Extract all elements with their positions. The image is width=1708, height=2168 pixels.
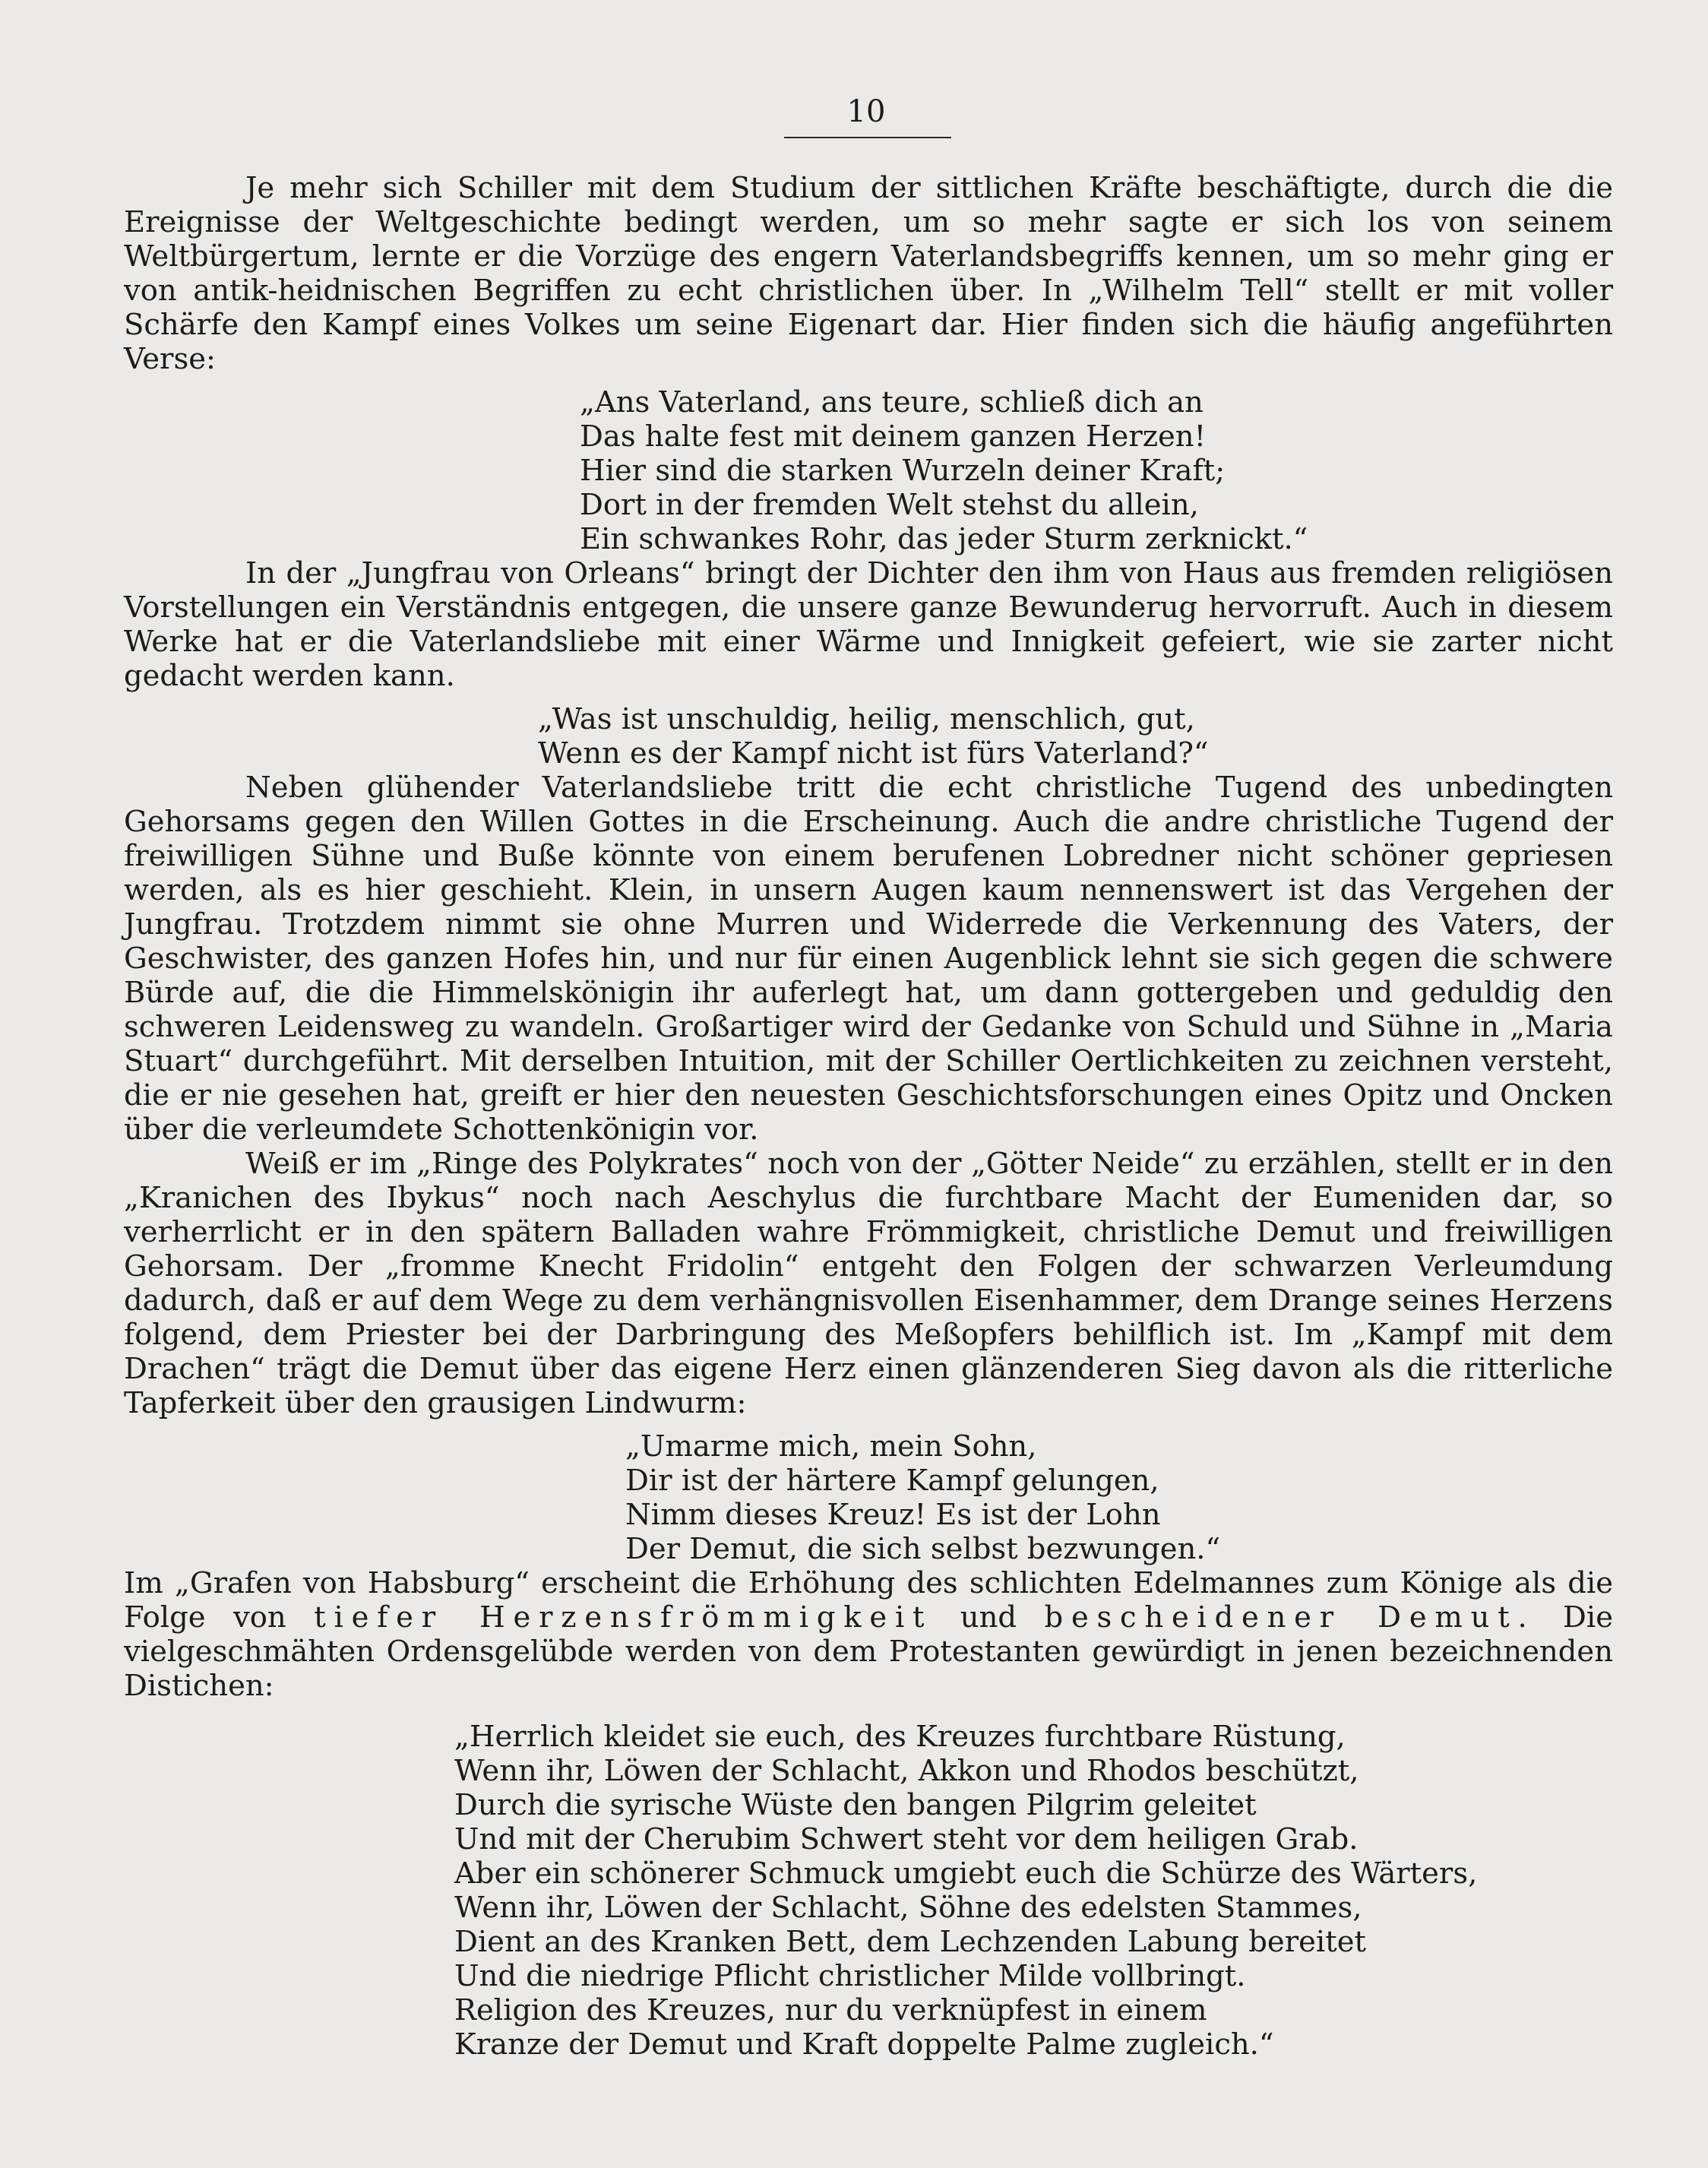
verse-line: Nimm dieses Kreuz! Es ist der Lohn [625,1498,1161,1532]
verse-line: „Ans Vaterland, ans teure, schließ dich an [580,385,1204,419]
verse-line: Kranze der Demut und Kraft doppelte Palme zugleich.“ [454,2027,1274,2062]
verse-line: Religion des Kreuzes, nur du verknüpfest in einem [454,1993,1207,2027]
verse-line: „Herrlich kleidet sie euch, des Kreuzes furchtbare Rüstung, [454,1720,1346,1754]
paragraph-gehorsam: Neben glühender Vaterlandsliebe tritt die echt christliche Tugend des unbedingten Gehorsams gegen den Willen Gottes in die Erscheinung. Auch die andre christliche Tugend der freiwilligen Sühne und Buße könnte von einem berufenen Lobredner nicht schöner gepriesen werden, als es hier geschieht. Klein, in unsern Augen kaum nennenswert ist das Vergehen der Jungfrau. Trotzdem nimmt sie ohne Murren und Widerrede die Verkennung des Vaters, der Geschwister, des ganzen Hofes hin, und nur für einen Augenblick lehnt sie sich gegen die schwere Bürde auf, die die Himmelskönigin ihr auferlegt hat, um dann gottergeben und geduldig den schweren Leidensweg zu wandeln. Großartiger wird der Gedanke von Schuld und Sühne in „Maria Stuart“ durchgeführt. Mit derselben Intuition, mit der Schiller Oertlichkeiten zu zeichnen versteht, die er nie gesehen hat, greift er hier den neuesten Geschichtsforschungen eines Opitz und Oncken über die verleumdete Schottenkönigin vor. [124,771,1613,1147]
paragraph-habsburg [124,1566,1613,1703]
emphasis-demut: bescheidener Demut. [1044,1600,1536,1635]
verse-line: „Was ist unschuldig, heilig, menschlich, gut, [538,702,1195,736]
verse-line: Und mit der Cherubim Schwert steht vor dem heiligen Grab. [454,1822,1358,1856]
verse-orleans [538,702,1613,771]
page-number: 10 [846,94,886,129]
verse-line: Und die niedrige Pflicht christlicher Milde vollbringt. [454,1959,1246,1993]
paragraph-tell-intro: Je mehr sich Schiller mit dem Studium der sittlichen Kräfte beschäftigte, durch die die Ereignisse der Weltgeschichte bedingt werden, um so mehr sagte er sich los von seinem Weltbürgertum, lernte er die Vorzüge des engern Vaterlandsbegriffs kennen, um so mehr ging er von antik-heidnischen Begriffen zu echt christlichen über. In „Wilhelm Tell“ stellt er mit voller Schärfe den Kampf eines Volkes um seine Eigenart dar. Hier finden sich die häufig angeführten Verse: [124,171,1613,376]
verse-drachen [625,1429,1613,1566]
paragraph-balladen: Weiß er im „Ringe des Polykrates“ noch von der „Götter Neide“ zu erzählen, stellt er in den „Kranichen des Ibykus“ noch nach Aeschylus die furchtbare Macht der Eumeniden dar, so verherrlicht er in den spätern Balladen wahre Frömmigkeit, christliche Demut und freiwilligen Gehorsam. Der „fromme Knecht Fridolin“ entgeht den Folgen der schwarzen Verleumdung dadurch, daß er auf dem Wege zu dem verhängnisvollen Eisenhammer, dem Drange seines Herzens folgend, dem Priester bei der Darbringung des Meßopfers behilflich ist. Im „Kampf mit dem Drachen“ trägt die Demut über das eigene Herz einen glänzenderen Sieg davon als die ritterliche Tapferkeit über den grausigen Lindwurm: [124,1147,1613,1420]
verse-line: Dort in der fremden Welt stehst du allein, [580,488,1199,522]
verse-line: Wenn es der Kampf nicht ist fürs Vaterland?“ [538,736,1209,771]
verse-line: Durch die syrische Wüste den bangen Pilgrim geleitet [454,1788,1257,1822]
verse-line: „Umarme mich, mein Sohn, [625,1429,1037,1464]
verse-line: Der Demut, die sich selbst bezwungen.“ [625,1532,1221,1566]
verse-line: Das halte fest mit deinem ganzen Herzen! [580,419,1207,454]
verse-distichen [454,1720,1613,2062]
habsburg-text-end: Die vielgeschmähten Ordensgelübde werden von dem Protestanten gewürdigt in jenen bezeichnenden Distichen: [124,1600,1613,1703]
verse-tell [580,385,1613,556]
habsburg-text-start: Im „Grafen von Habsburg“ erscheint die Erhöhung des schlichten Edelmannes zum Könige als die Folge von [124,1566,1613,1635]
page-number-rule [784,137,951,138]
verse-line: Wenn ihr, Löwen der Schlacht, Söhne des edelsten Stammes, [454,1891,1362,1925]
verse-line: Aber ein schönerer Schmuck umgiebt euch die Schürze des Wärters, [454,1856,1478,1891]
verse-line: Ein schwankes Rohr, das jeder Sturm zerknickt.“ [580,522,1308,556]
verse-line: Wenn ihr, Löwen der Schlacht, Akkon und Rhodos beschützt, [454,1754,1359,1788]
verse-line: Dir ist der härtere Kampf gelungen, [625,1464,1159,1498]
habsburg-text-and: und [960,1600,1017,1635]
verse-line: Hier sind die starken Wurzeln deiner Kraft; [580,454,1226,488]
paragraph-orleans: In der „Jungfrau von Orleans“ bringt der Dichter den ihm von Haus aus fremden religiösen Vorstellungen ein Verständnis entgegen, die unsere ganze Bewunderug hervorruft. Auch in diesem Werke hat er die Vaterlandsliebe mit einer Wärme und Innigkeit gefeiert, wie sie zarter nicht gedacht werden kann. [124,556,1613,693]
emphasis-herzensfroemmigkeit: tiefer Herzensfrömmigkeit [314,1600,933,1635]
verse-line: Dient an des Kranken Bett, dem Lechzenden Labung bereitet [454,1925,1366,1959]
page-body [124,171,1613,2062]
